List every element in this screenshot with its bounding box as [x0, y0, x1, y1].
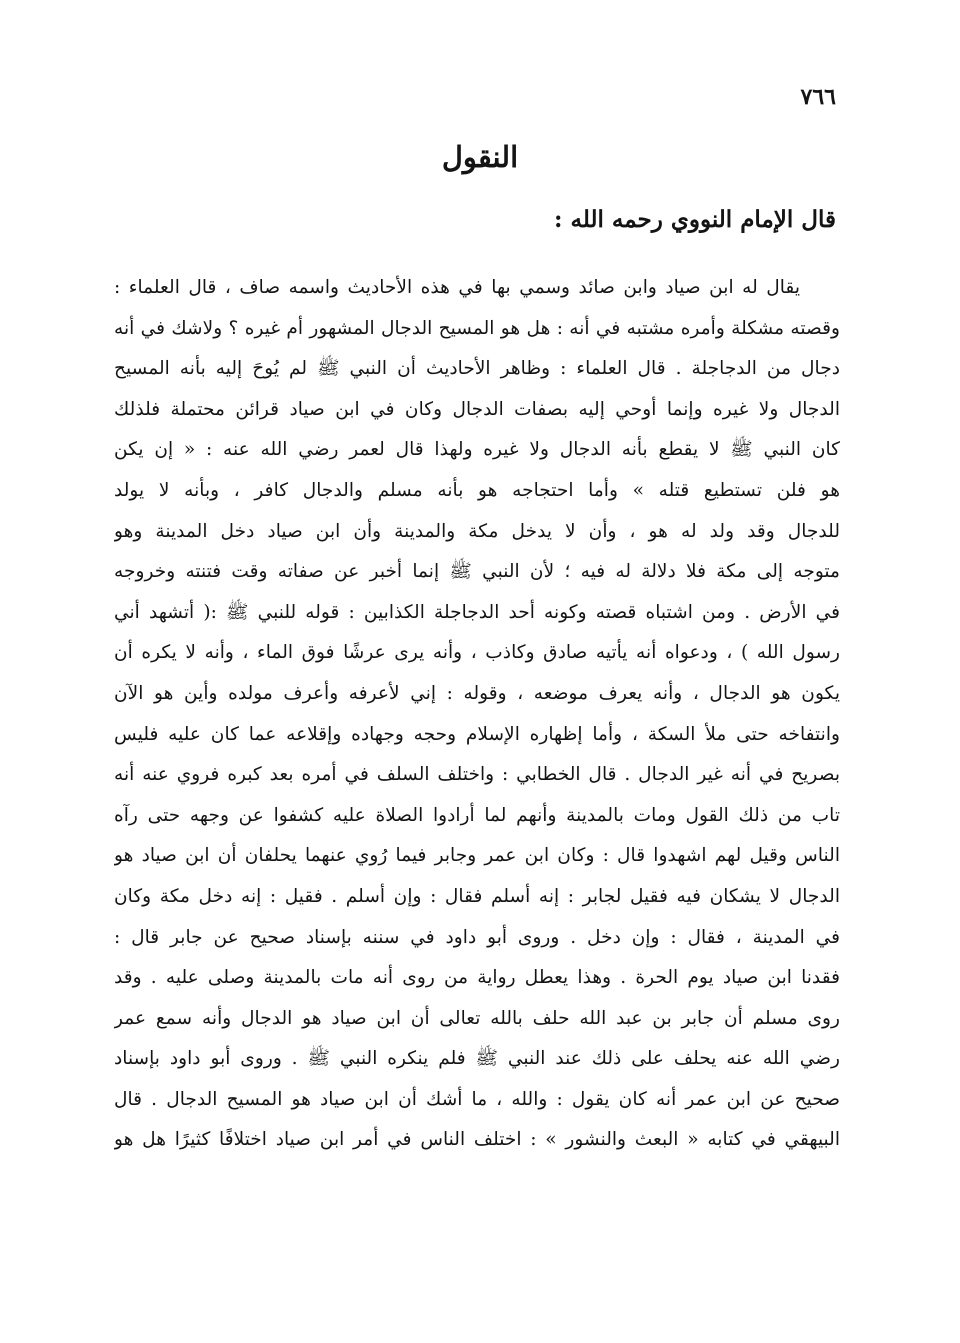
- text-line: رسول الله ) ، ودعواه أنه يأتيه صادق وكاذب ، وأنه يرى عرشًا فوق الماء ، وأنه لا يكره أن: [114, 642, 840, 664]
- text-line: في المدينة ، فقال : وإن دخل . وروى أبو داود في سننه بإسناد صحيح عن جابر قال :: [114, 926, 840, 948]
- text-line: الدجال لا يشكان فيه فقيل لجابر : إنه أسلم فقال : وإن أسلم . فقيل : إنه دخل مكة وكان: [114, 885, 840, 907]
- text-line: متوجه إلى مكة فلا دلالة له فيه ؛ لأن النبي ﷺ إنما أخبر عن صفاته وقت فتنته وخروجه: [114, 561, 840, 583]
- quote-attribution: قال الإمام النووي رحمه الله :: [554, 206, 836, 233]
- text-line: روى مسلم أن جابر بن عبد الله حلف بالله تعالى أن ابن صياد هو الدجال وأنه سمع عمر: [114, 1007, 840, 1029]
- text-line: البيهقي في كتابه « البعث والنشور » : اختلف الناس في أمر ابن صياد اختلافًا كثيرًا هل هو: [114, 1129, 840, 1151]
- text-line: يقال له ابن صياد وابن صائد وسمي بها في هذه الأحاديث واسمه صاف ، قال العلماء :: [114, 277, 800, 298]
- text-line: هو فلن تستطيع قتله » وأما احتجاجه هو بأنه مسلم والدجال كافر ، وبأنه لا يولد: [114, 479, 840, 501]
- text-line: في الأرض . ومن اشتباه قصته وكونه أحد الدجاجلة الكذابين : قوله للنبي ﷺ :( أتشهد أني: [114, 601, 840, 623]
- text-line: تاب من ذلك القول ومات بالمدينة وأنهم لما أرادوا الصلاة عليه كشفوا عن وجهه حتى رآه: [114, 804, 840, 826]
- text-line: صحيح عن ابن عمر أنه كان يقول : والله ، ما أشك أن ابن صياد هو المسيح الدجال . قال: [114, 1088, 840, 1110]
- body-paragraph: [114, 268, 840, 1161]
- text-line: وقصته مشكلة وأمره مشتبه في أنه : هل هو المسيح الدجال المشهور أم غيره ؟ ولاشك في أنه: [114, 317, 840, 339]
- text-line: يكون هو الدجال ، وأنه يعرف موضعه ، وقوله : إني لأعرفه وأعرف مولده وأين هو الآن: [114, 682, 840, 704]
- text-line: وانتفاخه حتى ملأ السكة ، وأما إظهاره الإسلام وحجه وجهاده وإقلاعه عما كان عليه فليس: [114, 723, 840, 745]
- page-number: ٧٦٦: [800, 84, 836, 110]
- text-line: الناس وقيل لهم اشهدوا قال : وكان ابن عمر وجابر فيما رُوي عنهما يحلفان أن ابن صياد هو: [114, 845, 840, 867]
- text-line: بصريح في أنه غير الدجال . قال الخطابي : واختلف السلف في أمره بعد كبره فروي عنه أنه: [114, 764, 840, 786]
- section-heading: النقول: [441, 140, 519, 174]
- text-line: فقدنا ابن صياد يوم الحرة . وهذا يعطل رواية من روى أنه مات بالمدينة وصلى عليه . وقد: [114, 967, 840, 989]
- text-line: الدجال ولا غيره وإنما أوحي إليه بصفات الدجال وكان في ابن صياد قرائن محتملة فلذلك: [114, 398, 840, 420]
- text-line: دجال من الدجاجلة . قال العلماء : وظاهر الأحاديث أن النبي ﷺ لم يُوحَ إليه بأنه المسيح: [114, 358, 840, 380]
- text-line: للدجال وقد ولد له هو ، وأن لا يدخل مكة والمدينة وأن ابن صياد دخل المدينة وهو: [114, 520, 840, 542]
- text-line: كان النبي ﷺ لا يقطع بأنه الدجال ولا غيره ولهذا قال لعمر رضي الله عنه : « إن يكن: [114, 439, 840, 461]
- text-line: رضي الله عنه يحلف على ذلك عند النبي ﷺ فلم ينكره النبي ﷺ . وروى أبو داود بإسناد: [114, 1048, 840, 1070]
